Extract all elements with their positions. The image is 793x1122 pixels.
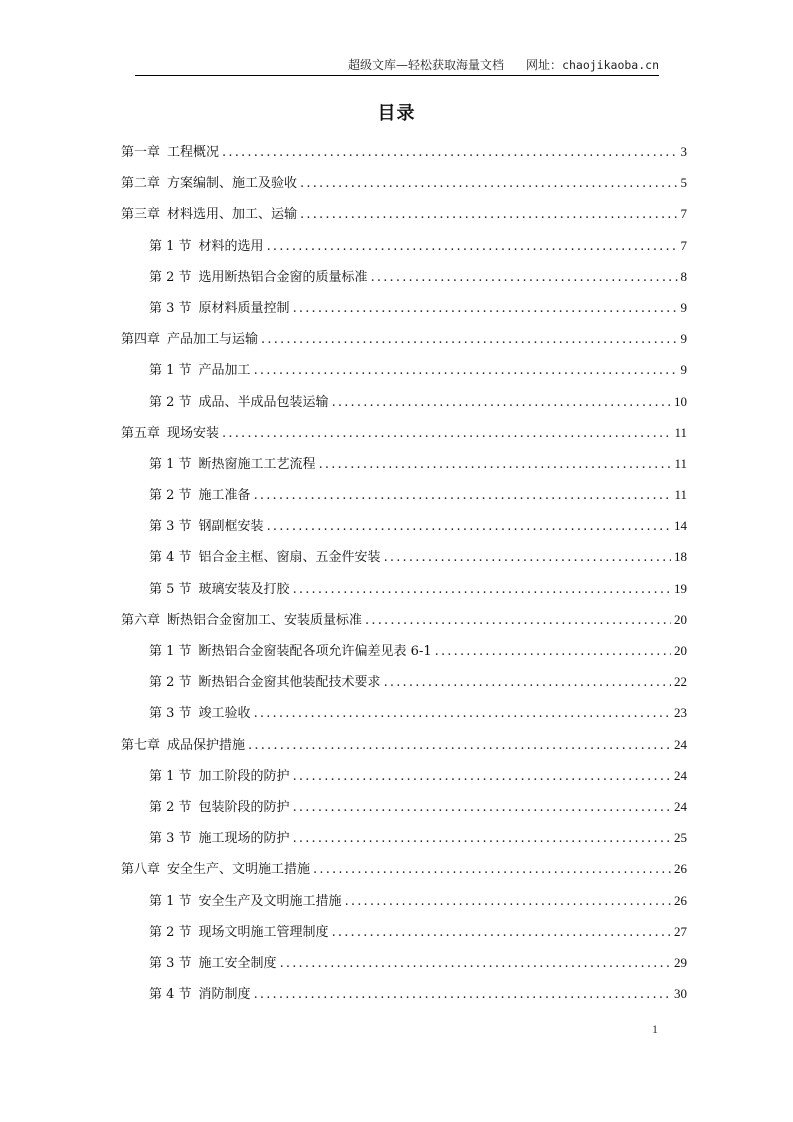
header-site-url[interactable]: chaojikaoba.cn <box>562 58 659 72</box>
toc-chapter-entry[interactable] <box>121 733 687 764</box>
toc-entry-title: 施工现场的防护 <box>198 831 290 847</box>
toc-dot-leader <box>293 827 671 851</box>
toc-page-number: 10 <box>674 393 687 409</box>
toc-page-number: 20 <box>674 611 687 627</box>
toc-entry-number: 第 4 节 <box>149 987 192 1003</box>
toc-entry-label <box>121 141 219 165</box>
toc-entry-title: 方案编制、施工及验收 <box>167 176 298 192</box>
toc-dot-leader <box>435 640 671 664</box>
toc-page-number: 5 <box>680 175 687 191</box>
toc-section-entry[interactable] <box>121 296 687 327</box>
toc-section-entry[interactable] <box>121 483 687 514</box>
toc-entry-number: 第 1 节 <box>149 363 192 379</box>
toc-page-number: 27 <box>674 923 687 939</box>
toc-page-number: 11 <box>674 487 687 503</box>
toc-section-entry[interactable] <box>121 390 687 421</box>
toc-dot-leader <box>293 765 671 789</box>
toc-section-entry[interactable] <box>121 358 687 389</box>
toc-chapter-entry[interactable] <box>121 327 687 358</box>
page-title: 目录 <box>377 103 416 124</box>
toc-dot-leader <box>267 235 678 259</box>
header-site-label: 网址： <box>526 58 563 72</box>
toc-entry-label <box>121 203 297 227</box>
toc-chapter-entry[interactable] <box>121 140 687 171</box>
toc-page-number: 29 <box>674 954 687 970</box>
toc-dot-leader <box>332 921 671 945</box>
toc-dot-leader <box>293 796 671 820</box>
toc-dot-leader <box>384 546 671 570</box>
toc-entry-label <box>149 391 329 415</box>
toc-dot-leader <box>222 422 671 446</box>
toc-dot-leader <box>222 141 677 165</box>
toc-entry-label <box>149 484 251 508</box>
toc-entry-label <box>121 172 297 196</box>
toc-entry-title: 断热铝合金窗其他装配技术要求 <box>198 675 381 691</box>
toc-entry-number: 第七章 <box>121 737 161 753</box>
toc-entry-title: 加工阶段的防护 <box>198 768 290 784</box>
toc-page-number: 9 <box>680 299 687 315</box>
toc-entry-number: 第 2 节 <box>149 269 192 285</box>
toc-dot-leader <box>332 391 671 415</box>
toc-page-number: 7 <box>680 237 687 253</box>
toc-entry-label <box>149 266 368 290</box>
toc-entry-label <box>149 921 329 945</box>
toc-page-number: 30 <box>674 986 687 1002</box>
toc-section-entry[interactable] <box>121 795 687 826</box>
toc-dot-leader <box>365 609 671 633</box>
toc-section-entry[interactable] <box>121 951 687 982</box>
header-divider <box>135 75 659 76</box>
toc-entry-title: 工程概况 <box>167 145 220 160</box>
toc-entry-label <box>149 453 316 477</box>
toc-entry-label <box>149 546 381 570</box>
toc-page-number: 24 <box>674 736 687 752</box>
toc-page-number: 18 <box>674 549 687 565</box>
toc-dot-leader <box>300 172 677 196</box>
toc-entry-title: 断热铝合金窗加工、安装质量标准 <box>167 612 363 628</box>
toc-entry-number: 第 4 节 <box>149 550 192 566</box>
toc-entry-number: 第 2 节 <box>149 488 192 504</box>
toc-page-number: 7 <box>680 206 687 222</box>
toc-page-number: 26 <box>674 861 687 877</box>
toc-section-entry[interactable] <box>121 514 687 545</box>
toc-dot-leader <box>254 983 671 1007</box>
toc-entry-label <box>149 890 342 914</box>
toc-entry-number: 第 3 节 <box>149 519 192 535</box>
toc-section-entry[interactable] <box>121 764 687 795</box>
toc-entry-title: 施工安全制度 <box>198 955 277 971</box>
toc-entry-title: 成品保护措施 <box>167 737 246 753</box>
toc-entry-number: 第四章 <box>121 332 161 348</box>
toc-dot-leader <box>293 297 678 321</box>
toc-entry-number: 第六章 <box>121 612 161 628</box>
toc-entry-title: 产品加工与运输 <box>167 332 259 348</box>
toc-entry-title: 包装阶段的防护 <box>198 799 290 815</box>
toc-entry-number: 第八章 <box>121 862 161 878</box>
toc-entry-label <box>149 671 381 695</box>
toc-entry-number: 第三章 <box>121 207 161 223</box>
header-library-name: 超级文库—轻松获取海量文档 <box>348 58 505 72</box>
toc-entry-title: 产品加工 <box>198 363 251 379</box>
toc-page-number: 20 <box>674 643 687 658</box>
toc-section-entry[interactable] <box>121 826 687 857</box>
toc-entry-title: 材料选用、加工、运输 <box>167 207 298 223</box>
toc-page-number: 25 <box>674 830 687 846</box>
toc-dot-leader <box>261 328 677 352</box>
toc-page-number: 22 <box>674 674 687 690</box>
toc-entry-label <box>149 952 277 976</box>
toc-dot-leader <box>384 671 671 695</box>
toc-entry-label <box>149 297 290 321</box>
toc-chapter-entry[interactable] <box>121 608 687 639</box>
toc-page-number: 24 <box>674 798 687 814</box>
toc-entry-label <box>149 640 432 664</box>
toc-section-entry[interactable] <box>121 639 687 670</box>
toc-entry-number: 第 2 节 <box>149 924 192 940</box>
toc-entry-label <box>149 796 290 820</box>
toc-entry-title: 现场安装 <box>167 425 220 441</box>
toc-dot-leader <box>254 359 678 383</box>
toc-entry-number: 第 3 节 <box>149 300 192 316</box>
toc-dot-leader <box>254 702 671 726</box>
toc-entry-title: 成品、半成品包装运输 <box>198 394 329 410</box>
toc-entry-title: 施工准备 <box>198 488 251 504</box>
toc-entry-title: 铝合金主框、窗扇、五金件安装 <box>198 550 381 566</box>
toc-entry-label <box>121 734 245 758</box>
toc-entry-label <box>121 858 310 882</box>
toc-entry-title: 现场文明施工管理制度 <box>198 924 329 940</box>
toc-dot-leader <box>371 266 678 290</box>
toc-entry-number: 第五章 <box>121 425 161 441</box>
toc-section-entry[interactable] <box>121 577 687 608</box>
toc-entry-label <box>149 359 251 383</box>
toc-dot-leader <box>313 858 671 882</box>
toc-page-number: 3 <box>680 144 687 159</box>
toc-page-number: 9 <box>680 331 687 347</box>
toc-entry-number: 第 5 节 <box>149 581 192 597</box>
toc-entry-number: 第 2 节 <box>149 394 192 410</box>
toc-page-number: 8 <box>680 268 687 284</box>
toc-entry-title: 断热铝合金窗装配各项允许偏差见表 6-1 <box>198 644 432 659</box>
toc-entry-number: 第 2 节 <box>149 675 192 691</box>
toc-entry-title: 选用断热铝合金窗的质量标准 <box>198 269 368 285</box>
toc-entry-number: 第 3 节 <box>149 831 192 847</box>
toc-entry-title: 安全生产、文明施工措施 <box>167 862 311 878</box>
toc-entry-title: 钢副框安装 <box>198 519 264 535</box>
toc-chapter-entry[interactable] <box>121 421 687 452</box>
toc-entry-label <box>149 702 251 726</box>
toc-entry-label <box>121 609 362 633</box>
toc-section-entry[interactable] <box>121 920 687 951</box>
toc-page-number: 23 <box>674 705 687 721</box>
toc-entry-title: 竣工验收 <box>198 706 251 722</box>
table-of-contents <box>121 140 687 1013</box>
toc-entry-label <box>149 827 290 851</box>
toc-chapter-entry[interactable] <box>121 857 687 888</box>
toc-entry-number: 第 1 节 <box>149 768 192 784</box>
toc-entry-number: 第 3 节 <box>149 955 192 971</box>
toc-entry-number: 第 3 节 <box>149 706 192 722</box>
toc-entry-number: 第二章 <box>121 176 161 192</box>
toc-entry-label <box>149 578 290 602</box>
toc-section-entry[interactable] <box>121 982 687 1013</box>
toc-entry-number: 第 2 节 <box>149 799 192 815</box>
toc-section-entry[interactable] <box>121 452 687 483</box>
toc-page-number: 11 <box>674 424 687 440</box>
toc-entry-number: 第一章 <box>121 145 161 160</box>
toc-page-number: 11 <box>674 455 687 471</box>
toc-dot-leader <box>254 484 672 508</box>
toc-entry-title: 玻璃安装及打胶 <box>198 581 290 597</box>
toc-chapter-entry[interactable] <box>121 171 687 202</box>
toc-entry-label <box>149 983 251 1007</box>
page-header <box>135 56 659 74</box>
toc-entry-title: 安全生产及文明施工措施 <box>198 893 342 909</box>
toc-section-entry[interactable] <box>121 670 687 701</box>
toc-chapter-entry[interactable] <box>121 202 687 233</box>
toc-page-number: 9 <box>680 362 687 378</box>
toc-section-entry[interactable] <box>121 889 687 920</box>
toc-dot-leader <box>345 890 671 914</box>
toc-entry-title: 断热窗施工工艺流程 <box>198 456 316 472</box>
toc-page-number: 24 <box>674 767 687 783</box>
toc-entry-label <box>121 328 258 352</box>
toc-dot-leader <box>319 453 672 477</box>
toc-entry-number: 第 1 节 <box>149 644 192 659</box>
toc-entry-title: 消防制度 <box>198 987 251 1003</box>
toc-entry-number: 第 1 节 <box>149 238 192 254</box>
toc-entry-number: 第 1 节 <box>149 456 192 472</box>
toc-entry-number: 第 1 节 <box>149 893 192 909</box>
toc-entry-title: 原材料质量控制 <box>198 300 290 316</box>
toc-dot-leader <box>267 515 671 539</box>
toc-entry-label <box>149 235 264 259</box>
toc-entry-label <box>149 515 264 539</box>
toc-page-number: 19 <box>674 580 687 596</box>
toc-page-number: 14 <box>674 518 687 534</box>
toc-dot-leader <box>293 578 671 602</box>
toc-section-entry[interactable] <box>121 545 687 576</box>
toc-entry-label <box>121 422 219 446</box>
page-number: 1 <box>652 1022 658 1036</box>
toc-page-number: 26 <box>674 892 687 908</box>
toc-dot-leader <box>280 952 671 976</box>
toc-section-entry[interactable] <box>121 265 687 296</box>
toc-entry-label <box>149 765 290 789</box>
toc-entry-title: 材料的选用 <box>198 238 264 254</box>
toc-dot-leader <box>248 734 671 758</box>
toc-section-entry[interactable] <box>121 701 687 732</box>
toc-section-entry[interactable] <box>121 234 687 265</box>
toc-dot-leader <box>300 203 677 227</box>
